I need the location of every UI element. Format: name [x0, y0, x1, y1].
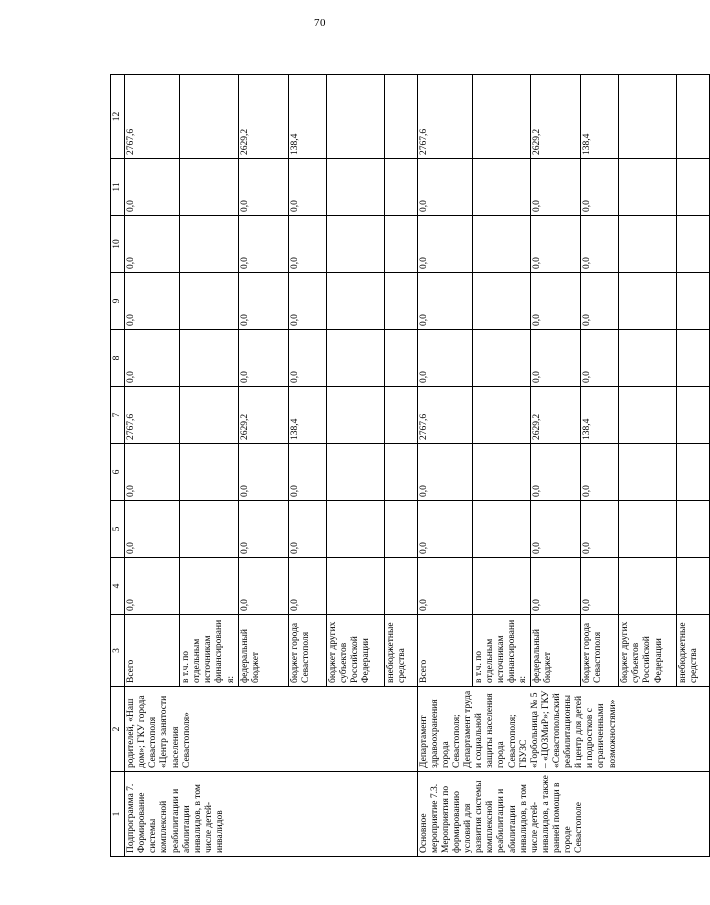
- value-cell: 0,0: [238, 558, 288, 615]
- header-row: [111, 75, 125, 857]
- funding-source-cell: внебюджетные средства: [677, 615, 710, 687]
- value-cell: 0,0: [581, 444, 619, 501]
- value-cell: 0,0: [417, 558, 472, 615]
- value-cell: [180, 444, 239, 501]
- value-cell: [384, 387, 417, 444]
- value-cell: 0,0: [581, 216, 619, 273]
- value-cell: [619, 330, 677, 387]
- value-cell: 2767,6: [417, 75, 472, 159]
- value-cell: [326, 501, 384, 558]
- value-cell: 0,0: [238, 330, 288, 387]
- value-cell: 2629,2: [531, 75, 581, 159]
- value-cell: [472, 273, 531, 330]
- column-header: 10: [111, 216, 125, 273]
- value-cell: 2629,2: [531, 387, 581, 444]
- value-cell: 2767,6: [417, 387, 472, 444]
- value-cell: 0,0: [125, 501, 180, 558]
- value-cell: 0,0: [288, 444, 326, 501]
- funding-source-cell: федеральный бюджет: [531, 615, 581, 687]
- value-cell: [677, 558, 710, 615]
- value-cell: 0,0: [288, 330, 326, 387]
- value-cell: 0,0: [417, 216, 472, 273]
- value-cell: 0,0: [288, 273, 326, 330]
- value-cell: 0,0: [125, 159, 180, 216]
- value-cell: [384, 444, 417, 501]
- value-cell: [384, 558, 417, 615]
- value-cell: 0,0: [581, 558, 619, 615]
- value-cell: [384, 159, 417, 216]
- value-cell: [472, 330, 531, 387]
- funding-source-cell: федеральный бюджет: [238, 615, 288, 687]
- value-cell: [677, 216, 710, 273]
- value-cell: 0,0: [288, 558, 326, 615]
- value-cell: [677, 159, 710, 216]
- column-header: 8: [111, 330, 125, 387]
- value-cell: [472, 75, 531, 159]
- value-cell: [326, 558, 384, 615]
- value-cell: [180, 75, 239, 159]
- value-cell: 0,0: [417, 444, 472, 501]
- value-cell: [180, 216, 239, 273]
- value-cell: 0,0: [581, 273, 619, 330]
- column-header: 4: [111, 558, 125, 615]
- value-cell: 0,0: [288, 216, 326, 273]
- rotated-table-wrapper: [110, 75, 700, 857]
- value-cell: 138,4: [581, 75, 619, 159]
- value-cell: [384, 501, 417, 558]
- value-cell: [384, 330, 417, 387]
- funding-source-cell: бюджет города Севастополя: [581, 615, 619, 687]
- program-name-cell: Подпрограмма 7. Формирование системы комплексной реабилитации и абилитации инвалидов, в том числе детей-инвалидов: [125, 772, 418, 857]
- value-cell: [326, 159, 384, 216]
- value-cell: [472, 216, 531, 273]
- funding-source-cell: в т.ч. по отдельным источникам финансирования:: [472, 615, 531, 687]
- value-cell: 0,0: [531, 558, 581, 615]
- value-cell: 0,0: [581, 501, 619, 558]
- value-cell: [384, 273, 417, 330]
- value-cell: 0,0: [238, 159, 288, 216]
- value-cell: [326, 273, 384, 330]
- value-cell: [619, 216, 677, 273]
- column-header: 1: [111, 772, 125, 857]
- value-cell: [619, 558, 677, 615]
- value-cell: 138,4: [288, 387, 326, 444]
- column-header: 9: [111, 273, 125, 330]
- value-cell: 0,0: [531, 330, 581, 387]
- value-cell: 2629,2: [238, 387, 288, 444]
- value-cell: 138,4: [288, 75, 326, 159]
- value-cell: 0,0: [417, 159, 472, 216]
- value-cell: [619, 387, 677, 444]
- value-cell: 2767,6: [125, 75, 180, 159]
- value-cell: [619, 444, 677, 501]
- funding-source-cell: Всего: [125, 615, 180, 687]
- value-cell: [677, 330, 710, 387]
- value-cell: 0,0: [238, 216, 288, 273]
- value-cell: [619, 75, 677, 159]
- funding-source-cell: бюджет других субъектов Российской Федерации: [619, 615, 677, 687]
- value-cell: [472, 558, 531, 615]
- column-header: 7: [111, 387, 125, 444]
- column-header: 3: [111, 615, 125, 687]
- value-cell: [677, 75, 710, 159]
- value-cell: 0,0: [238, 273, 288, 330]
- funding-source-cell: в т.ч. по отдельным источникам финансирования:: [180, 615, 239, 687]
- value-cell: 2767,6: [125, 387, 180, 444]
- table-row: [417, 75, 472, 857]
- column-header: 5: [111, 501, 125, 558]
- value-cell: [384, 216, 417, 273]
- value-cell: 0,0: [417, 330, 472, 387]
- value-cell: [472, 501, 531, 558]
- value-cell: 0,0: [125, 444, 180, 501]
- program-name-cell: Основное мероприятие 7.3. Мероприятия по формированию условий для развития системы комплексной реабилитации и абилитации инвалидов, в том числе детей-инвалидов, а также ранней помощи в городе Севастополе: [417, 772, 710, 857]
- funding-source-cell: внебюджетные средства: [384, 615, 417, 687]
- value-cell: 0,0: [238, 501, 288, 558]
- value-cell: 0,0: [125, 273, 180, 330]
- value-cell: 0,0: [238, 444, 288, 501]
- executor-cell: родителей, «Наш дом»; ГКУ города Севастополя «Центр занятости населения Севастополя»: [125, 687, 418, 772]
- value-cell: [619, 159, 677, 216]
- table-body: [111, 75, 710, 857]
- value-cell: [180, 558, 239, 615]
- table-row: [125, 75, 180, 857]
- column-header: 12: [111, 75, 125, 159]
- value-cell: [677, 444, 710, 501]
- value-cell: [180, 387, 239, 444]
- value-cell: [326, 444, 384, 501]
- executor-cell: Департамент здравоохранения города Севастополя; Департамент труда и социальной защиты населения города Севастополя; ГБУЗС «Горбольница № 5 – «ЦОЗМиР»; ГКУ «Севастопольский реабилитационный центр для детей и подростков с ограниченными возможностями»: [417, 687, 710, 772]
- page-number: 70: [314, 17, 326, 29]
- column-header: 11: [111, 159, 125, 216]
- value-cell: 0,0: [531, 501, 581, 558]
- value-cell: [326, 330, 384, 387]
- value-cell: 0,0: [531, 216, 581, 273]
- financing-table: [110, 74, 710, 857]
- value-cell: [619, 273, 677, 330]
- value-cell: 0,0: [531, 159, 581, 216]
- value-cell: 2629,2: [238, 75, 288, 159]
- column-header: 2: [111, 687, 125, 772]
- value-cell: [326, 216, 384, 273]
- value-cell: [472, 387, 531, 444]
- value-cell: [180, 330, 239, 387]
- value-cell: 0,0: [581, 330, 619, 387]
- value-cell: [619, 501, 677, 558]
- value-cell: [326, 387, 384, 444]
- value-cell: [472, 444, 531, 501]
- value-cell: [180, 501, 239, 558]
- value-cell: 0,0: [417, 501, 472, 558]
- funding-source-cell: бюджет города Севастополя: [288, 615, 326, 687]
- value-cell: 0,0: [288, 501, 326, 558]
- value-cell: [677, 501, 710, 558]
- value-cell: [180, 159, 239, 216]
- value-cell: [326, 75, 384, 159]
- value-cell: 0,0: [125, 330, 180, 387]
- value-cell: 0,0: [288, 159, 326, 216]
- value-cell: [384, 75, 417, 159]
- funding-source-cell: Всего: [417, 615, 472, 687]
- value-cell: [677, 387, 710, 444]
- value-cell: 0,0: [125, 216, 180, 273]
- funding-source-cell: бюджет других субъектов Российской Федерации: [326, 615, 384, 687]
- value-cell: [180, 273, 239, 330]
- value-cell: [472, 159, 531, 216]
- value-cell: 0,0: [531, 273, 581, 330]
- value-cell: [677, 273, 710, 330]
- value-cell: 0,0: [125, 558, 180, 615]
- value-cell: 138,4: [581, 387, 619, 444]
- column-header: 6: [111, 444, 125, 501]
- value-cell: 0,0: [531, 444, 581, 501]
- value-cell: 0,0: [581, 159, 619, 216]
- value-cell: 0,0: [417, 273, 472, 330]
